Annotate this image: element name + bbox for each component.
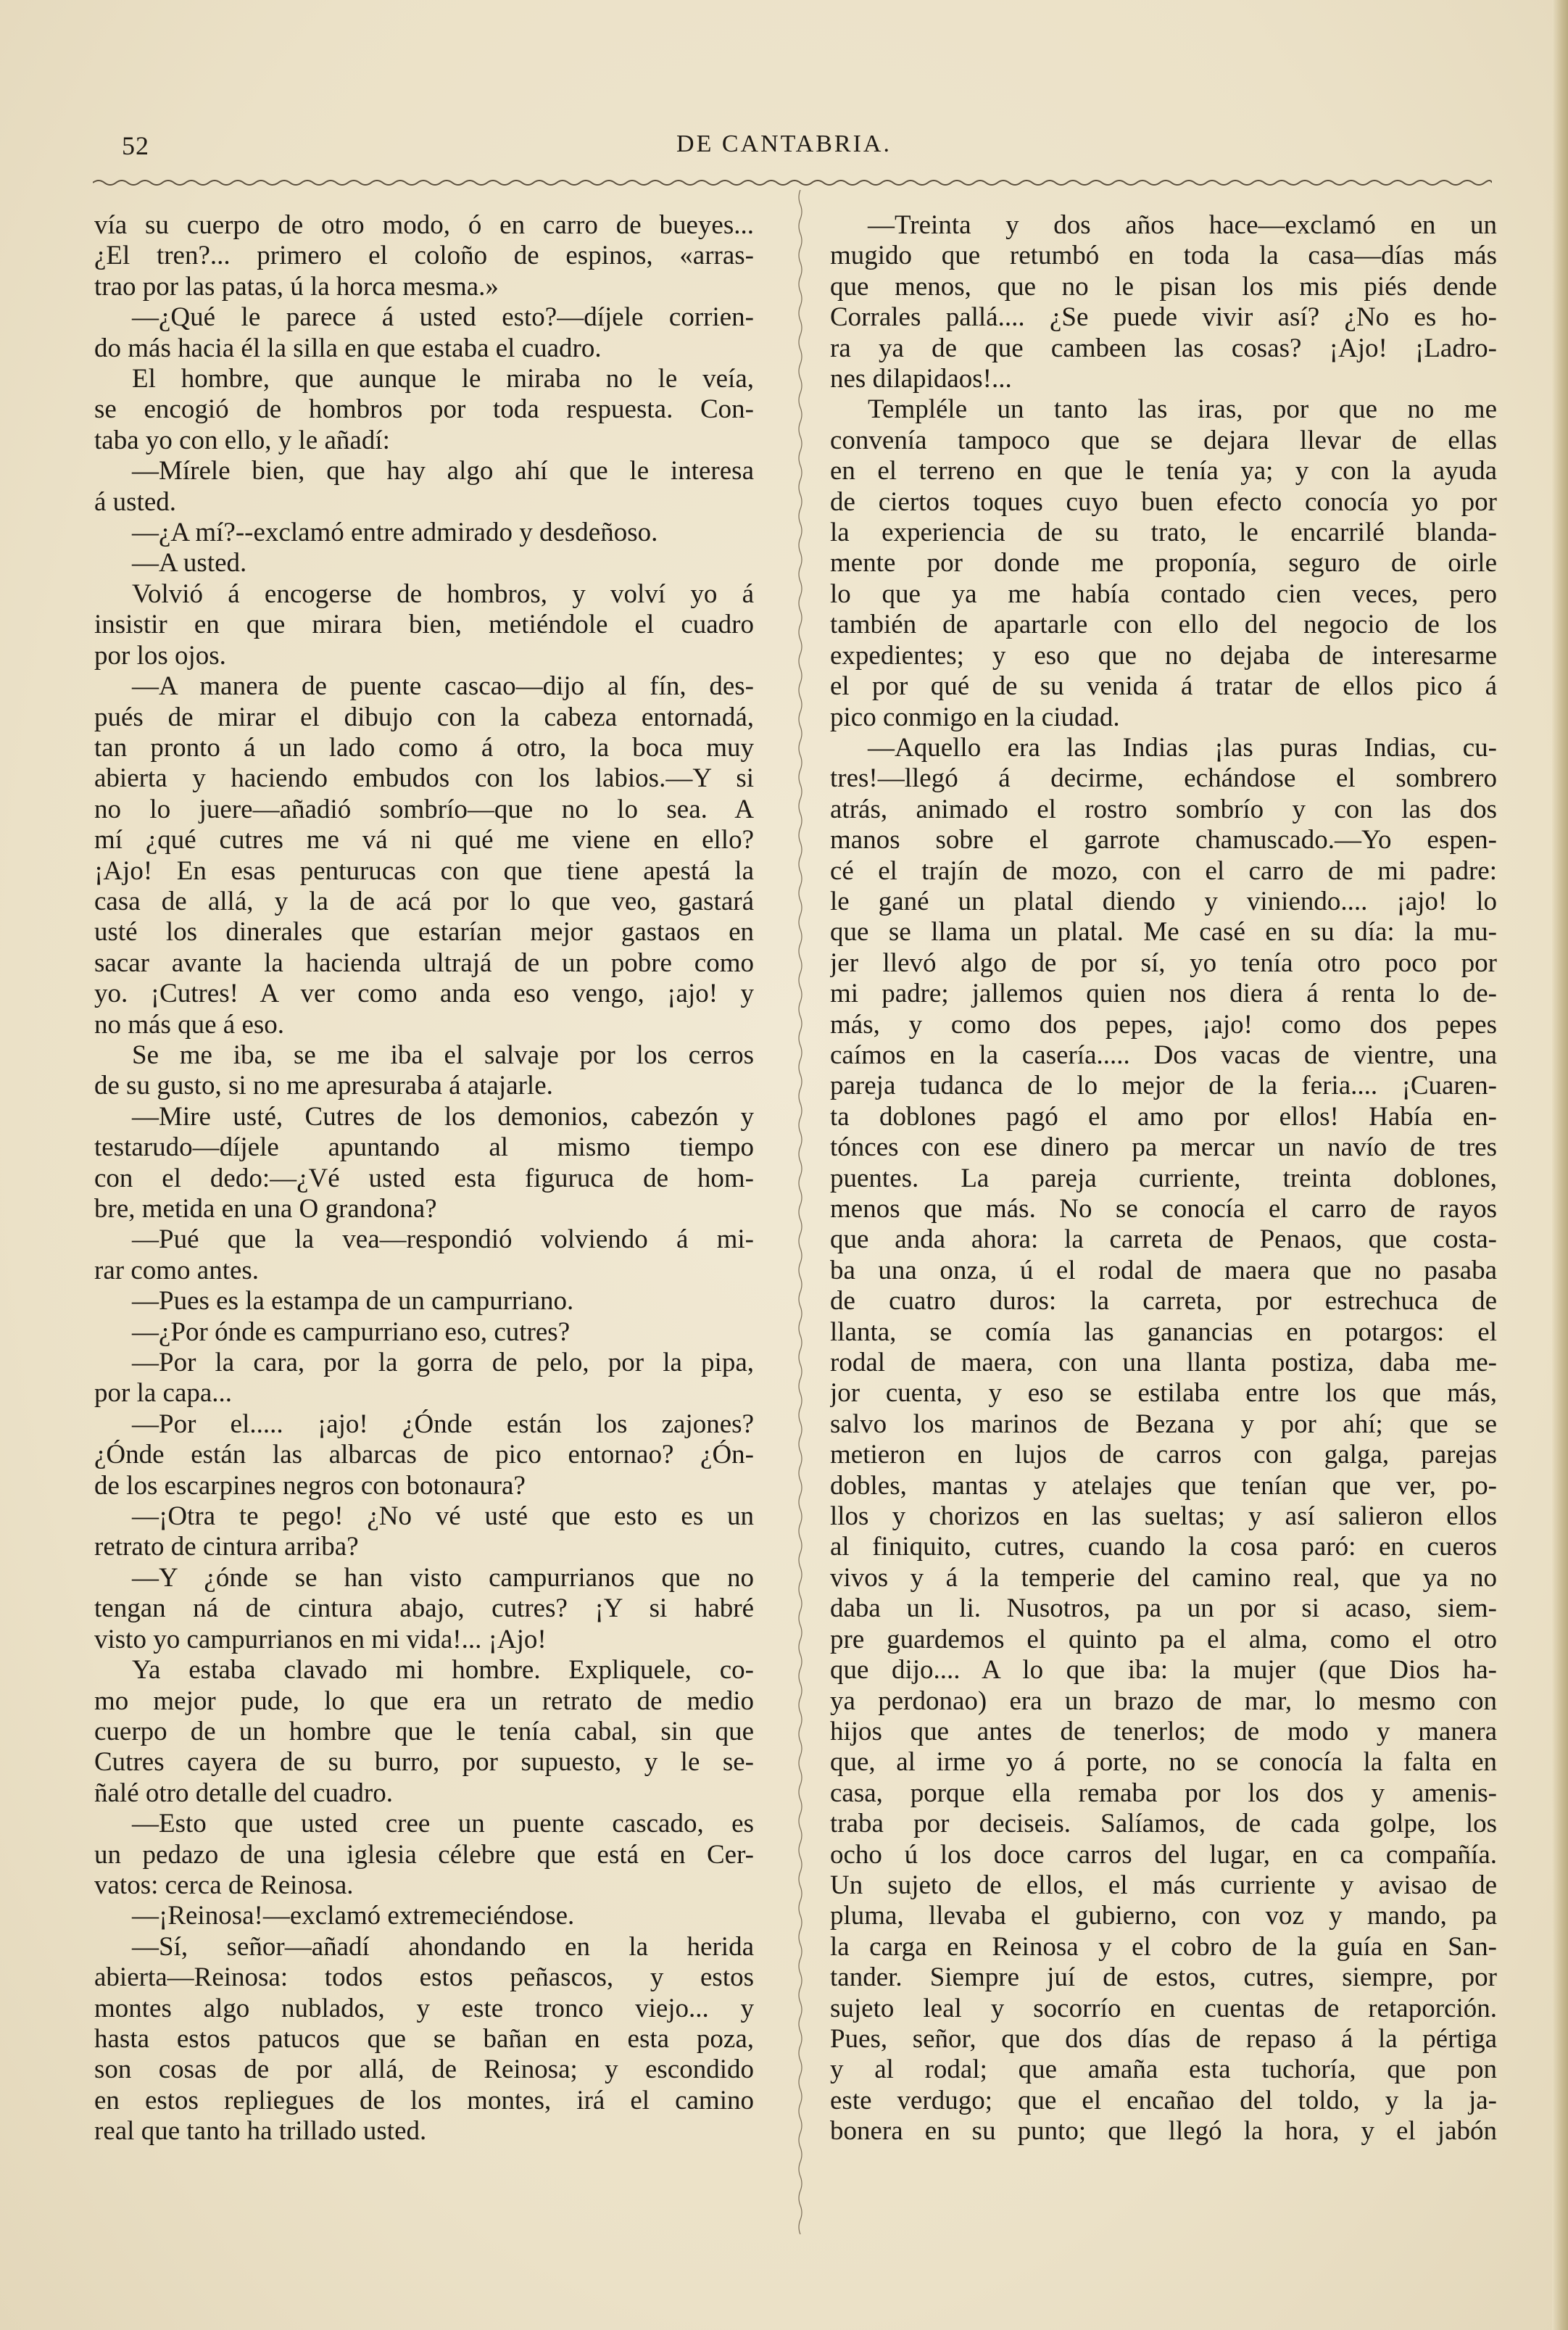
text-line: yo. ¡Cutres! A ver como anda eso vengo, ¡ajo! y — [94, 979, 754, 1009]
text-line: por la capa... — [94, 1378, 233, 1409]
text-line: ocho ú los doce carros del lugar, en ca compañía. — [830, 1839, 1497, 1870]
text-line: rodal de maera, con una llanta postiza, daba me- — [830, 1348, 1497, 1378]
text-line: ta doblones pagó el amo por ellos! Había en- — [830, 1101, 1497, 1132]
text-line: abierta—Reinosa: todos estos peñascos, y estos — [94, 1962, 754, 1993]
text-line: —Y ¿ónde se han visto campurrianos que no — [132, 1562, 754, 1593]
text-line: convenía tampoco que se dejara llevar de ellas — [830, 425, 1497, 455]
text-line: atrás, animado el rostro sombrío y con las dos — [830, 794, 1497, 824]
text-line: mugido que retumbó en toda la casa—días más — [830, 241, 1497, 271]
text-line: bre, metida en una O grandona? — [94, 1194, 437, 1224]
text-line: montes algo nublados, y este tronco viejo... y — [94, 1993, 754, 2023]
text-line: llanta, se comía las ganancias en potargos: el — [830, 1317, 1497, 1347]
text-line: —¡Reinosa!—exclamó extremeciéndose. — [132, 1901, 575, 1931]
text-line: mo mejor pude, lo que era un retrato de medio — [94, 1686, 754, 1716]
text-line: —A manera de puente cascao—dijo al fín, des- — [132, 671, 754, 702]
text-line: pluma, llevaba el gubierno, con voz y mando, pa — [830, 1901, 1497, 1931]
text-line: real que tanto ha trillado usted. — [94, 2116, 427, 2147]
text-line: expedientes; y eso que no dejaba de interesarme — [830, 640, 1497, 671]
text-line: pués de mirar el dibujo con la cabeza entornadá, — [94, 702, 754, 732]
text-line: Ya estaba clavado mi hombre. Expliquele, co- — [132, 1655, 754, 1686]
text-line: —¿Por ónde es campurriano eso, cutres? — [132, 1317, 571, 1347]
text-line: puentes. La pareja curriente, treinta doblones, — [830, 1163, 1497, 1193]
text-line: de ciertos toques cuyo buen efecto conocía yo por — [830, 486, 1497, 517]
column-divider — [797, 190, 803, 2234]
text-line: —A usted. — [132, 548, 247, 579]
text-line: tengan ná de cintura abajo, cutres? ¡Y si habré — [94, 1593, 754, 1624]
text-line: —Pué que la vea—respondió volviendo á mi- — [132, 1224, 754, 1255]
text-line: no lo juere—añadió sombrío—que no lo sea. A — [94, 794, 754, 824]
text-line: —Mire usté, Cutres de los demonios, cabezón y — [132, 1101, 754, 1132]
text-line: —Por la cara, por la gorra de pelo, por la pipa, — [132, 1348, 754, 1378]
text-line: cuerpo de un hombre que le tenía cabal, sin que — [94, 1716, 754, 1746]
text-line: hasta estos patucos que se bañan en esta poza, — [94, 2023, 754, 2054]
text-line: tan pronto á un lado como á otro, la boca muy — [94, 732, 754, 763]
text-line: la carga en Reinosa y el cobro de la guía en San- — [830, 1931, 1497, 1962]
text-line: al finiquito, cutres, cuando la cosa paró: en cueros — [830, 1532, 1497, 1562]
text-line: mí ¿qué cutres me vá ni qué me viene en ello? — [94, 825, 754, 855]
text-line: el por qué de su venida á tratar de ellos pico á — [830, 671, 1497, 702]
text-line: de su gusto, si no me apresuraba á atajarle. — [94, 1071, 553, 1101]
text-line: llos y chorizos en las sueltas; y así salieron ellos — [830, 1501, 1497, 1532]
text-line: Corrales pallá.... ¿Se puede vivir así? ¿No es ho- — [830, 302, 1497, 333]
text-line: la experiencia de su trato, le encarrilé blanda- — [830, 518, 1497, 548]
text-line: abierta y haciendo embudos con los labios.—Y si — [94, 763, 754, 794]
text-line: tres!—llegó á decirme, echándose el sombrero — [830, 763, 1497, 794]
text-line: pareja tudanca de lo mejor de la feria.... ¡Cuaren- — [830, 1071, 1497, 1101]
text-line: trao por las patas, ú la horca mesma.» — [94, 271, 499, 302]
text-line: bonera en su punto; que llegó la hora, y el jabón — [830, 2116, 1497, 2147]
text-line: de los escarpines negros con botonaura? — [94, 1470, 526, 1501]
text-line: rar como antes. — [94, 1255, 260, 1285]
text-line: insistir en que mirara bien, metiéndole el cuadro — [94, 610, 754, 640]
text-line: mente por donde me proponía, seguro de oirle — [830, 548, 1497, 579]
text-line: de cuatro duros: la carreta, por estrechuca de — [830, 1286, 1497, 1317]
running-head: DE CANTABRIA. — [676, 130, 892, 157]
text-line: —Aquello era las Indias ¡las puras Indias, cu- — [868, 732, 1497, 763]
text-line: Pues, señor, que dos días de repaso á la pértiga — [830, 2023, 1497, 2054]
text-line: do más hacia él la silla en que estaba el cuadro. — [94, 333, 602, 363]
text-line: más, y como dos pepes, ¡ajo! como dos pepes — [830, 1009, 1497, 1040]
text-line: —Sí, señor—añadí ahondando en la herida — [132, 1931, 754, 1962]
text-line: que dijo.... A lo que iba: la mujer (que Dios ha- — [830, 1655, 1497, 1686]
text-line: pre guardemos el quinto pa el alma, como el otro — [830, 1624, 1497, 1654]
text-line: ya perdonao) era un brazo de mar, lo mesmo con — [830, 1686, 1497, 1716]
text-line: casa de allá, y la de acá por lo que veo, gastará — [94, 886, 754, 916]
text-line: en estos repliegues de los montes, irá el camino — [94, 2085, 754, 2115]
text-line: que anda ahora: la carreta de Penaos, que costa- — [830, 1224, 1497, 1255]
text-line: retrato de cintura arriba? — [94, 1532, 359, 1562]
text-line: y al rodal; que amaña esta tuchoría, que pon — [830, 2055, 1497, 2085]
text-line: Templéle un tanto las iras, por que no me — [868, 394, 1497, 425]
text-line: vía su cuerpo de otro modo, ó en carro de bueyes... — [94, 210, 754, 240]
text-line: sujeto leal y socorrío en cuentas de retaporción. — [830, 1993, 1497, 2023]
text-line: manos sobre el garrote chamuscado.—Yo espen- — [830, 825, 1497, 855]
text-line: lo que ya me había contado cien veces, pero — [830, 579, 1497, 609]
left-text-column — [94, 210, 754, 2240]
text-line: con el dedo:—¿Vé usted esta figuruca de hom- — [94, 1163, 754, 1193]
text-line: se encogió de hombros por toda respuesta. Con- — [94, 394, 754, 425]
page-edge — [1552, 0, 1568, 2330]
text-line: —Mírele bien, que hay algo ahí que le interesa — [132, 456, 754, 486]
text-line: usté los dinerales que estarían mejor gastaos en — [94, 917, 754, 948]
text-line: vatos: cerca de Reinosa. — [94, 1870, 354, 1900]
text-line: salvo los marinos de Bezana y por ahí; que se — [830, 1409, 1497, 1439]
text-line: Se me iba, se me iba el salvaje por los cerros — [132, 1040, 754, 1070]
text-line: cé el trajín de mozo, con el carro de mi padre: — [830, 855, 1497, 886]
page-number: 52 — [122, 131, 149, 160]
text-line: ñalé otro detalle del cuadro. — [94, 1778, 393, 1808]
text-line: ¡Ajo! En esas penturucas con que tiene apestá la — [94, 855, 754, 886]
text-line: —Esto que usted cree un puente cascado, es — [132, 1809, 754, 1839]
text-line: ba una onza, ú el rodal de maera que no pasaba — [830, 1255, 1497, 1285]
text-line: este verdugo; que el encañao del toldo, y la ja- — [830, 2085, 1497, 2115]
text-line: nes dilapidaos!... — [830, 364, 1012, 394]
text-line: —¡Otra te pego! ¿No vé usté que esto es un — [132, 1501, 754, 1532]
text-line: traba por deciseis. Salíamos, de cada golpe, los — [830, 1809, 1497, 1839]
text-line: ra ya de que cambeen las cosas? ¡Ajo! ¡Ladro- — [830, 333, 1497, 363]
text-line: pico conmigo en la ciudad. — [830, 702, 1120, 732]
text-line: testarudo—díjele apuntando al mismo tiempo — [94, 1132, 754, 1163]
text-line: mi padre; jallemos quien nos diera á renta lo de- — [830, 979, 1497, 1009]
text-line: sacar avante la hacienda ultrajá de un pobre como — [94, 948, 754, 978]
text-line: que menos, que no le pisan los mis piés dende — [830, 271, 1497, 302]
text-line: jor cuenta, y eso se estilaba entre los que más, — [830, 1378, 1497, 1409]
text-line: —¿A mí?--exclamó entre admirado y desdeñoso. — [132, 518, 658, 548]
right-text-column — [830, 210, 1497, 2240]
text-line: hijos que antes de tenerlos; de modo y manera — [830, 1716, 1497, 1746]
text-line: que se llama un platal. Me casé en su día: la mu- — [830, 917, 1497, 948]
text-line: caímos en la casería..... Dos vacas de vientre, una — [830, 1040, 1497, 1070]
text-line: Volvió á encogerse de hombros, y volví yo á — [132, 579, 754, 609]
text-line: casa, porque ella remaba por los dos y amenis- — [830, 1778, 1497, 1808]
text-line: visto yo campurrianos en mi vida!... ¡Ajo! — [94, 1624, 547, 1654]
text-line: son cosas de por allá, de Reinosa; y escondido — [94, 2055, 754, 2085]
text-line: metieron en lujos de carros con galga, parejas — [830, 1440, 1497, 1470]
text-line: no más que á eso. — [94, 1009, 285, 1040]
text-line: dobles, mantas y atelajes que tenían que ver, po- — [830, 1470, 1497, 1501]
text-line: ¿El tren?... primero el coloño de espinos, «arras- — [94, 241, 754, 271]
text-line: ¿Ónde están las albarcas de pico entornao? ¿Ón- — [94, 1440, 754, 1470]
text-line: menos que más. No se conocía el carro de rayos — [830, 1194, 1497, 1224]
text-line: Cutres cayera de su burro, por supuesto, y le se- — [94, 1747, 754, 1778]
text-line: le gané un platal diendo y viniendo.... ¡ajo! lo — [830, 886, 1497, 916]
text-line: también de apartarle con ello del negocio de los — [830, 610, 1497, 640]
text-line: taba yo con ello, y le añadí: — [94, 425, 390, 455]
text-line: Un sujeto de ellos, el más curriente y avisao de — [830, 1870, 1497, 1900]
text-line: jer llevó algo de por sí, yo tenía otro poco por — [830, 948, 1497, 978]
text-line: vivos y á la temperie del camino real, que ya no — [830, 1562, 1497, 1593]
text-line: en el terreno en que le tenía ya; y con la ayuda — [830, 456, 1497, 486]
text-line: —Treinta y dos años hace—exclamó en un — [868, 210, 1497, 240]
text-line: El hombre, que aunque le miraba no le veía, — [132, 364, 754, 394]
text-line: —Por el..... ¡ajo! ¿Ónde están los zajones? — [132, 1409, 754, 1439]
text-line: tander. Siempre juí de estos, cutres, siempre, por — [830, 1962, 1497, 1993]
text-line: tónces con ese dinero pa mercar un navío de tres — [830, 1132, 1497, 1163]
text-line: que, al irme yo á porte, no se conocía la falta en — [830, 1747, 1497, 1778]
text-line: por los ojos. — [94, 640, 226, 671]
text-line: á usted. — [94, 486, 177, 517]
header-wavy-rule — [93, 178, 1492, 187]
text-line: un pedazo de una iglesia célebre que está en Cer- — [94, 1839, 754, 1870]
text-line: —¿Qué le parece á usted esto?—díjele corrien- — [132, 302, 754, 333]
text-line: —Pues es la estampa de un campurriano. — [132, 1286, 574, 1317]
text-line: daba un li. Nusotros, pa un por si acaso, siem- — [830, 1593, 1497, 1624]
